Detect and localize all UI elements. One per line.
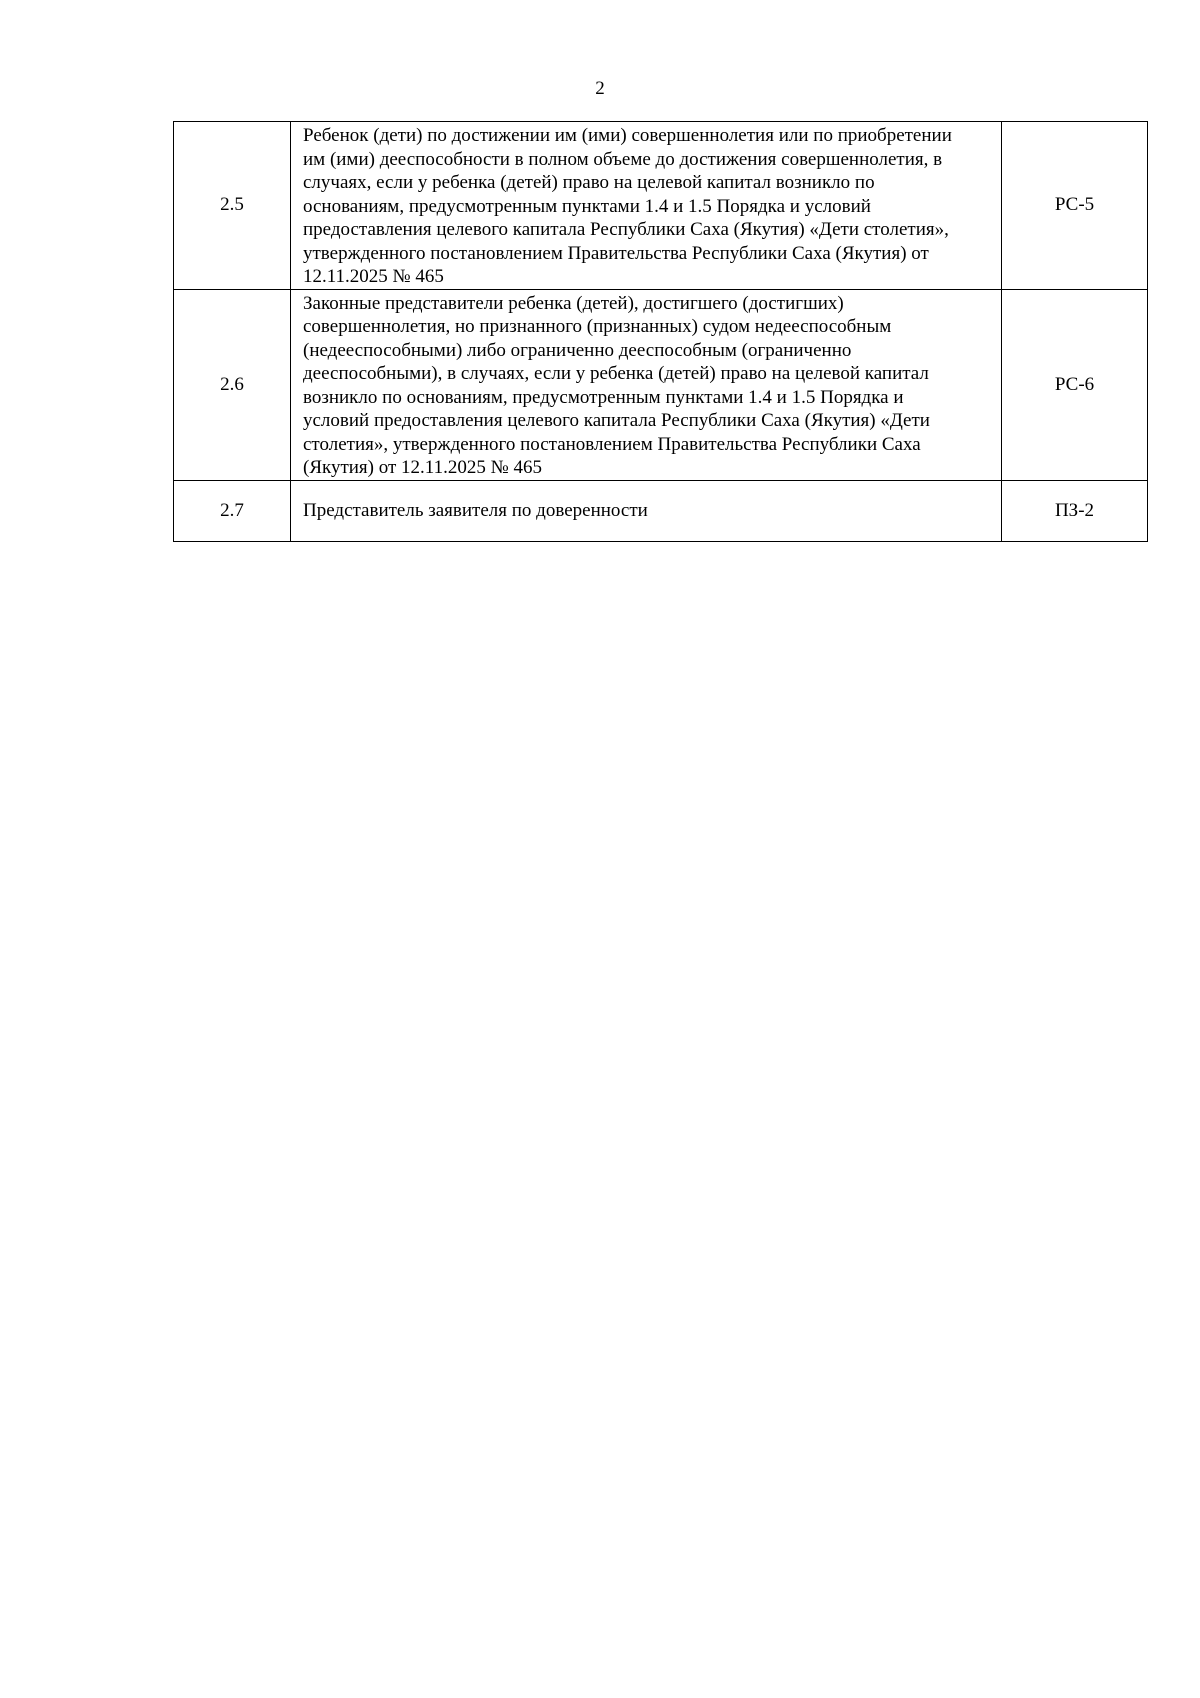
table-row [174, 289, 1148, 480]
table-row [174, 122, 1148, 290]
row-number-cell: 2.5 [174, 122, 291, 290]
row-number-cell: 2.6 [174, 289, 291, 480]
row-code-cell: РС-5 [1002, 122, 1148, 290]
row-code-cell: РС-6 [1002, 289, 1148, 480]
table-row [174, 480, 1148, 541]
row-description-cell: Ребенок (дети) по достижении им (ими) совершеннолетия или по приобретении им (ими) дееспособности в полном объеме до достижения совершеннолетия, в случаях, если у ребенка (детей) право на целевой капитал возникло по основаниям, предусмотренным пунктами 1.4 и 1.5 Порядка и условий предоставления целевого капитала Республики Саха (Якутия) «Дети столетия», утвержденного постановлением Правительства Республики Саха (Якутия) от 12.11.2025 № 465 [291, 122, 1002, 290]
row-description-cell: Законные представители ребенка (детей), достигшего (достигших) совершеннолетия, но признанного (признанных) судом недееспособным (недееспособными) либо ограниченно дееспособным (ограниченно дееспособными), в случаях, если у ребенка (детей) право на целевой капитал возникло по основаниям, предусмотренным пунктами 1.4 и 1.5 Порядка и условий предоставления целевого капитала Республики Саха (Якутия) «Дети столетия», утвержденного постановлением Правительства Республики Саха (Якутия) от 12.11.2025 № 465 [291, 289, 1002, 480]
row-description-cell: Представитель заявителя по доверенности [291, 480, 1002, 541]
page-number: 2 [595, 78, 605, 99]
row-code-cell: ПЗ-2 [1002, 480, 1148, 541]
applicant-categories-table [173, 121, 1148, 542]
row-number-cell: 2.7 [174, 480, 291, 541]
